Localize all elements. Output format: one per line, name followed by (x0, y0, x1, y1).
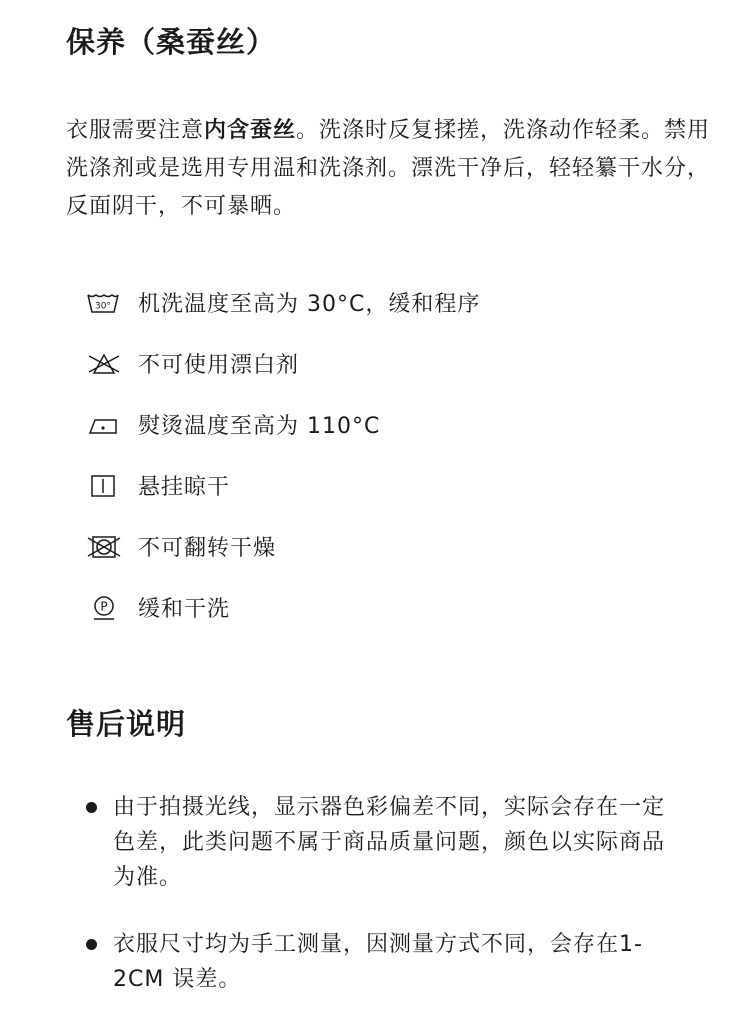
after-sales-note (86, 790, 686, 895)
no-bleach-icon (86, 349, 122, 379)
after-sales-list (86, 790, 686, 1029)
dry-clean-icon-letter: P (100, 599, 108, 613)
wash-icon-temp: 30° (95, 301, 111, 311)
note-text: 由于拍摄光线，显示器色彩偏差不同，实际会存在一定色差，此类问题不属于商品质量问题，颜色以实际商品为准。 (113, 795, 666, 890)
wash-30-icon (86, 288, 122, 318)
intro-text-end: 。洗涤时反复揉搓，洗涤动作轻柔。禁用洗涤剂或是选用专用温和洗涤剂。漂洗干净后，轻轻纂干水分，反面阴干，不可暴晒。 (66, 118, 711, 219)
care-item-iron (86, 394, 480, 455)
care-item-label: 缓和干洗 (138, 597, 231, 622)
care-item-label: 悬挂晾干 (138, 475, 231, 500)
care-item-label: 不可使用漂白剂 (138, 353, 300, 378)
care-item-dryclean (86, 577, 480, 638)
care-section-title: 保养（桑蚕丝） (66, 25, 277, 59)
care-item-wash (86, 272, 480, 333)
care-instructions-list (86, 272, 480, 638)
no-tumble-dry-icon (86, 532, 122, 562)
bullet-icon (86, 939, 97, 950)
line-dry-icon (86, 471, 122, 501)
intro-text-start: 衣服需要注意 (66, 118, 205, 143)
bullet-icon (86, 802, 97, 813)
care-item-tumble (86, 516, 480, 577)
iron-low-icon (86, 410, 122, 440)
care-intro-text (66, 112, 726, 226)
care-item-label: 机洗温度至高为 30°C，缓和程序 (138, 292, 481, 317)
care-item-label: 不可翻转干燥 (138, 536, 277, 561)
after-sales-title: 售后说明 (66, 707, 187, 741)
care-item-bleach (86, 333, 480, 394)
care-item-label: 熨烫温度至高为 110°C (138, 414, 381, 439)
dry-clean-p-icon (86, 593, 122, 623)
intro-text-bold: 内含蚕丝 (204, 118, 297, 143)
note-text: 衣服尺寸均为手工测量，因测量方式不同，会存在1-2CM 误差。 (113, 932, 643, 992)
care-item-dry (86, 455, 480, 516)
after-sales-note (86, 927, 686, 997)
